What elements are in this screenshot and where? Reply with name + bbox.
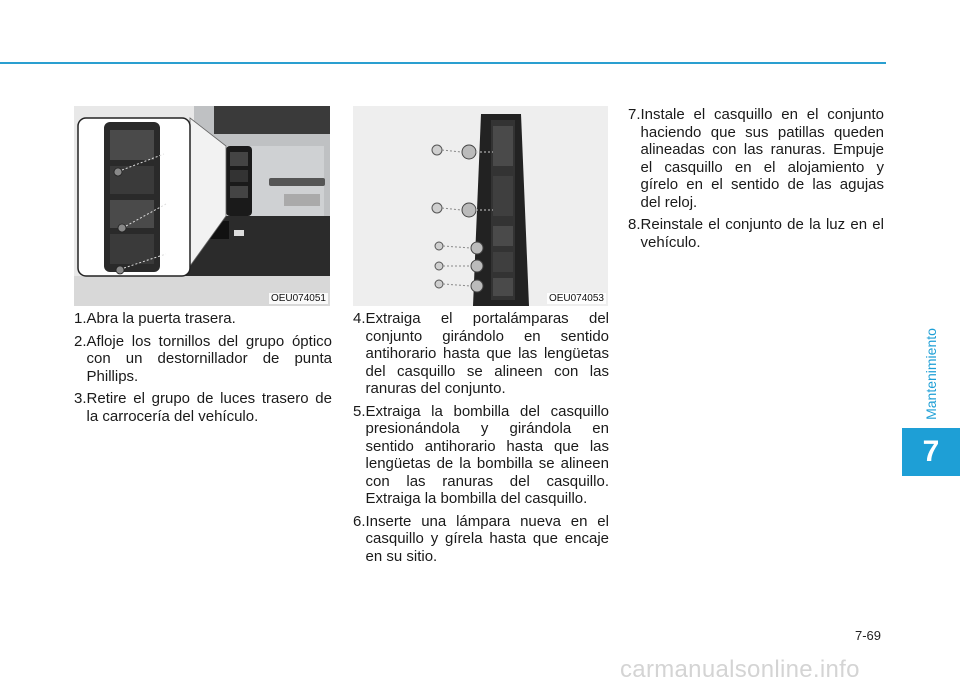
step-text: Extraiga el portalámparas del conjunto girándolo en sentido antihorario hasta que las lengüetas del casquillo se alineen con las ranuras del conjunto. (365, 310, 609, 397)
lamp-assembly-illustration (353, 106, 608, 306)
instructions-column-2 (353, 310, 609, 570)
section-title-vertical: Mantenimiento (923, 328, 939, 420)
watermark: carmanualsonline.info (620, 656, 860, 683)
figure-lamp-assembly-sockets (353, 106, 608, 306)
figure-code: OEU074053 (548, 293, 604, 304)
step-number: 7. (628, 106, 641, 123)
step-number: 5. (353, 402, 366, 420)
step-number: 2. (74, 332, 87, 350)
step-item (74, 333, 332, 386)
figure-tail-lamp-on-vehicle (74, 106, 330, 306)
step-text: Inserte una lámpara nueva en el casquillo y gírela hasta que encaje en su sitio. (365, 512, 609, 565)
step-item (628, 216, 884, 251)
step-item (628, 106, 884, 211)
step-text: Reinstale el conjunto de la luz en el vehículo. (640, 216, 884, 251)
instructions-column-3 (628, 106, 884, 256)
step-item (74, 310, 332, 328)
step-text: Afloje los tornillos del grupo óptico con un destornillador de punta Phillips. (86, 332, 332, 385)
step-number: 4. (353, 310, 366, 327)
step-number: 3. (74, 390, 87, 407)
tail-lamp-vehicle-illustration (74, 106, 330, 306)
page-number: 7-69 (855, 628, 882, 643)
instructions-column-1 (74, 310, 332, 430)
step-number: 8. (628, 216, 641, 233)
step-number: 6. (353, 512, 366, 530)
step-text: Extraiga la bombilla del casquillo presionándola y girándola en sentido antihorario hasta que las lengüetas de la bombilla se alineen con las ranuras del casquillo. Extraiga la bombilla del casquillo. (365, 402, 609, 507)
step-number: 1. (74, 310, 87, 327)
step-item (353, 403, 609, 508)
step-text: Abra la puerta trasera. (86, 310, 236, 327)
step-item (353, 513, 609, 566)
step-text: Retire el grupo de luces trasero de la carrocería del vehículo. (86, 390, 332, 425)
section-number-tab: 7 (902, 428, 960, 476)
step-text: Instale el casquillo en el conjunto haciendo que sus patillas queden alineadas con las ranuras. Empuje el casquillo en el alojamiento y gírelo en el sentido de las agujas del reloj. (640, 106, 884, 211)
step-item (353, 310, 609, 398)
step-item (74, 390, 332, 425)
header-rule (0, 62, 886, 64)
figure-code: OEU074051 (270, 293, 326, 304)
